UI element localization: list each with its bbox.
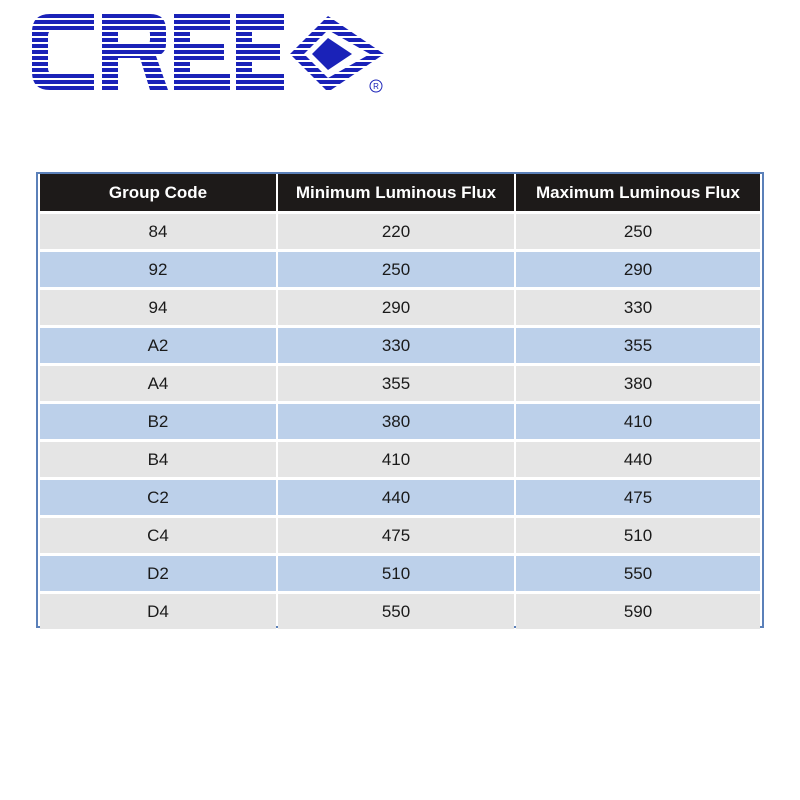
column-header-group-code: Group Code (40, 174, 276, 211)
maximum-flux-cell: 510 (516, 518, 760, 553)
svg-text:R: R (373, 82, 379, 91)
maximum-flux-cell: 330 (516, 290, 760, 325)
table-row (40, 252, 760, 287)
maximum-flux-cell: 290 (516, 252, 760, 287)
minimum-flux-cell: 250 (278, 252, 514, 287)
group-code-cell: D2 (40, 556, 276, 591)
group-code-cell: B2 (40, 404, 276, 439)
table-row (40, 480, 760, 515)
table-row (40, 556, 760, 591)
maximum-flux-cell: 475 (516, 480, 760, 515)
logo-diamond-icon (290, 16, 384, 92)
group-code-cell: A4 (40, 366, 276, 401)
minimum-flux-cell: 380 (278, 404, 514, 439)
table-row (40, 404, 760, 439)
table-row (40, 594, 760, 629)
group-code-cell: 94 (40, 290, 276, 325)
maximum-flux-cell: 380 (516, 366, 760, 401)
column-header-maximum-luminous-flux: Maximum Luminous Flux (516, 174, 760, 211)
table-row (40, 328, 760, 363)
minimum-flux-cell: 220 (278, 214, 514, 249)
minimum-flux-cell: 410 (278, 442, 514, 477)
luminous-flux-table-container (36, 172, 764, 628)
cree-logo (32, 14, 388, 96)
table-row (40, 214, 760, 249)
maximum-flux-cell: 355 (516, 328, 760, 363)
logo-wordmark (32, 14, 284, 90)
group-code-cell: 84 (40, 214, 276, 249)
group-code-cell: A2 (40, 328, 276, 363)
table-row (40, 366, 760, 401)
group-code-cell: D4 (40, 594, 276, 629)
group-code-cell: 92 (40, 252, 276, 287)
minimum-flux-cell: 510 (278, 556, 514, 591)
group-code-cell: C4 (40, 518, 276, 553)
minimum-flux-cell: 355 (278, 366, 514, 401)
maximum-flux-cell: 550 (516, 556, 760, 591)
minimum-flux-cell: 330 (278, 328, 514, 363)
minimum-flux-cell: 440 (278, 480, 514, 515)
minimum-flux-cell: 290 (278, 290, 514, 325)
maximum-flux-cell: 440 (516, 442, 760, 477)
column-header-minimum-luminous-flux: Minimum Luminous Flux (278, 174, 514, 211)
luminous-flux-table (38, 171, 762, 632)
table-row (40, 290, 760, 325)
maximum-flux-cell: 410 (516, 404, 760, 439)
table-row (40, 442, 760, 477)
maximum-flux-cell: 590 (516, 594, 760, 629)
minimum-flux-cell: 475 (278, 518, 514, 553)
group-code-cell: C2 (40, 480, 276, 515)
group-code-cell: B4 (40, 442, 276, 477)
maximum-flux-cell: 250 (516, 214, 760, 249)
minimum-flux-cell: 550 (278, 594, 514, 629)
table-header-row (40, 174, 760, 211)
table-row (40, 518, 760, 553)
registered-trademark-icon (370, 80, 382, 92)
